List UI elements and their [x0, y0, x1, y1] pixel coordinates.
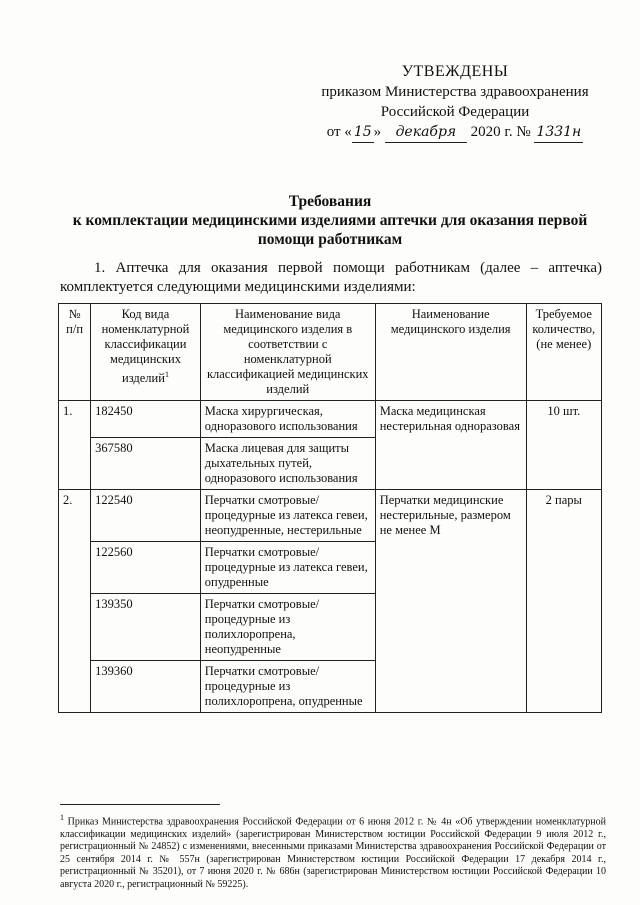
title-line-2: к комплектации медицинскими изделиями аптечки для оказания первой: [72, 212, 588, 229]
table-header-row: [59, 304, 602, 401]
title-line-3: помощи работникам: [257, 231, 403, 248]
date-day: 15: [352, 122, 374, 143]
table-row: [59, 401, 602, 438]
approval-date-line: [300, 122, 610, 143]
footnote-text: Приказ Министерства здравоохранения Российской Федерации от 6 июня 2012 г. № 4н «Об утверждении номенклатурной классификации медицинских изделий» (зарегистрирован Министерством юстиции Российской Федерации 9 июля 2012 г., регистрационный № 24852) с изменениями, внесенными приказами Министерства здравоохранения Российской Федерации от 25 сентября 2014 г. № 557н (зарегистрирован Министерством юстиции Российской Федерации 17 декабря 2014 г., регистрационный № 35201), от 7 июня 2020 г. № 686н (зарегистрирован Министерством юстиции Российской Федерации 10 августа 2020 г., регистрационный № 59225).: [60, 816, 606, 890]
row-kind: Перчатки смотровые/процедурные из латекса гевеи, неопудренные, нестерильные: [200, 490, 375, 542]
header-qty: Требуемое количество, (не менее): [526, 304, 601, 401]
header-num: № п/п: [59, 304, 91, 401]
approval-line-1: приказом Министерства здравоохранения: [321, 84, 589, 100]
approval-line-2: Российской Федерации: [380, 104, 530, 120]
row-qty: 2 пары: [526, 490, 601, 713]
row-code: 139360: [91, 661, 201, 713]
footnote-ref: 1: [164, 370, 169, 379]
title-line-1: Требования: [288, 193, 372, 210]
row-num: 2.: [59, 490, 91, 713]
footnote: [60, 812, 606, 891]
approval-title: УТВЕЖДЕНЫ: [401, 63, 509, 80]
order-number: 1331н: [534, 122, 583, 143]
date-prefix: от «: [326, 124, 352, 140]
footnote-mark: 1: [60, 813, 64, 822]
row-name: Перчатки медицинские нестерильные, размером не менее M: [375, 490, 526, 713]
row-qty: 10 шт.: [526, 401, 601, 490]
row-num: 1.: [59, 401, 91, 490]
row-kind: Перчатки смотровые/процедурные из полихлоропрена, опудренные: [200, 661, 375, 713]
row-kind: Маска хирургическая, одноразового использования: [200, 401, 375, 438]
row-code: 367580: [91, 438, 201, 490]
date-year: 2020 г. №: [470, 124, 531, 140]
header-kind: Наименование вида медицинского изделия в соответствии с номенклатурной классификацией медицинских изделий: [200, 304, 375, 401]
table-row: [59, 490, 602, 542]
row-code: 182450: [91, 401, 201, 438]
date-quote: »: [373, 124, 382, 140]
requirements-table: [58, 303, 602, 713]
row-kind: Перчатки смотровые/процедурные из полихлоропрена, неопудренные: [200, 594, 375, 661]
header-name: Наименование медицинского изделия: [375, 304, 526, 401]
row-code: 122540: [91, 490, 201, 542]
row-code: 122560: [91, 542, 201, 594]
row-kind: Маска лицевая для защиты дыхательных путей, одноразового использования: [200, 438, 375, 490]
date-month: декабря: [385, 122, 467, 143]
header-code: Код вида номенклатурной классификации медицинских изделий$^1$: [91, 304, 201, 401]
approval-block: [300, 62, 610, 143]
row-kind: Перчатки смотровые/процедурные из латекса гевеи, опудренные: [200, 542, 375, 594]
row-code: 139350: [91, 594, 201, 661]
intro-paragraph: 1. Аптечка для оказания первой помощи работникам (далее – аптечка) комплектуется следующими медицинскими изделиями:: [60, 260, 602, 295]
row-name: Маска медицинская нестерильная одноразовая: [375, 401, 526, 490]
footnote-divider: [60, 804, 220, 805]
document-title: [60, 192, 600, 249]
